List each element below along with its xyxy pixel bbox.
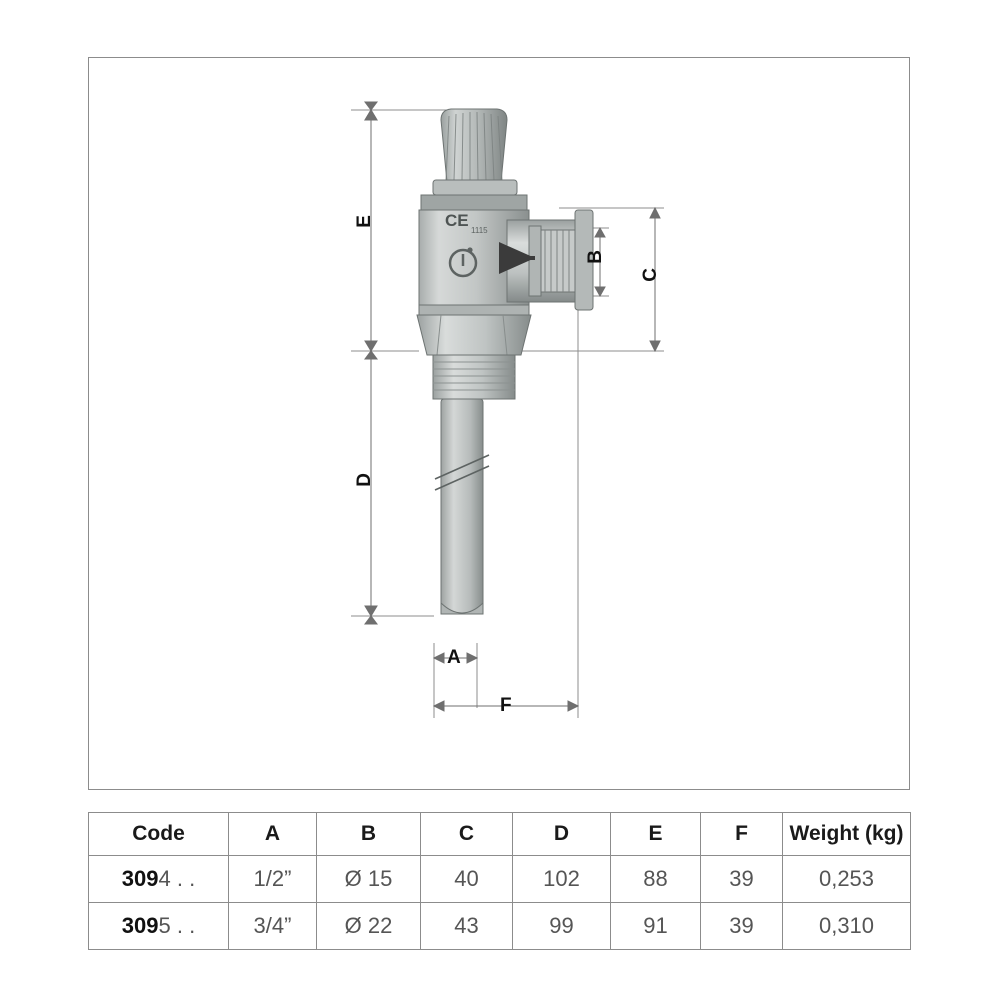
table-header-b: B (317, 813, 421, 856)
cell-e: 88 (611, 856, 701, 903)
cell-a: 1/2” (229, 856, 317, 903)
cell-code-prefix: 309 (121, 913, 159, 938)
cell-code-suffix: 4 . . (158, 866, 196, 891)
dimension-label-D: D (354, 473, 375, 487)
table-header-c: C (421, 813, 513, 856)
table-header-code: Code (89, 813, 229, 856)
table-header-row (89, 813, 911, 856)
cell-code (89, 903, 229, 950)
svg-text:CE: CE (445, 211, 469, 230)
specifications-table (88, 812, 911, 950)
drawing-frame (88, 57, 910, 790)
cell-c: 40 (421, 856, 513, 903)
valve-technical-drawing (89, 58, 911, 791)
cell-code-prefix: 309 (121, 866, 159, 891)
cell-d: 99 (513, 903, 611, 950)
dimension-label-C: C (640, 268, 661, 282)
dimension-label-F: F (500, 695, 512, 716)
dimension-label-A: A (447, 647, 461, 668)
cell-b: Ø 22 (317, 903, 421, 950)
table-header-d: D (513, 813, 611, 856)
cell-b: Ø 15 (317, 856, 421, 903)
dimension-label-E: E (354, 215, 375, 228)
cell-code-suffix: 5 . . (158, 913, 196, 938)
table-header-f: F (701, 813, 783, 856)
table-header-e: E (611, 813, 701, 856)
cell-weight: 0,310 (783, 903, 911, 950)
table-row (89, 856, 911, 903)
cell-code (89, 856, 229, 903)
cell-a: 3/4” (229, 903, 317, 950)
table-row (89, 903, 911, 950)
specifications-table-wrapper (88, 812, 910, 950)
table-header-weight: Weight (kg) (783, 813, 911, 856)
cell-f: 39 (701, 856, 783, 903)
cell-f: 39 (701, 903, 783, 950)
cell-e: 91 (611, 903, 701, 950)
cell-weight: 0,253 (783, 856, 911, 903)
cell-c: 43 (421, 903, 513, 950)
svg-text:1115: 1115 (471, 226, 488, 235)
table-header-a: A (229, 813, 317, 856)
dimension-label-B: B (585, 250, 606, 264)
cell-d: 102 (513, 856, 611, 903)
